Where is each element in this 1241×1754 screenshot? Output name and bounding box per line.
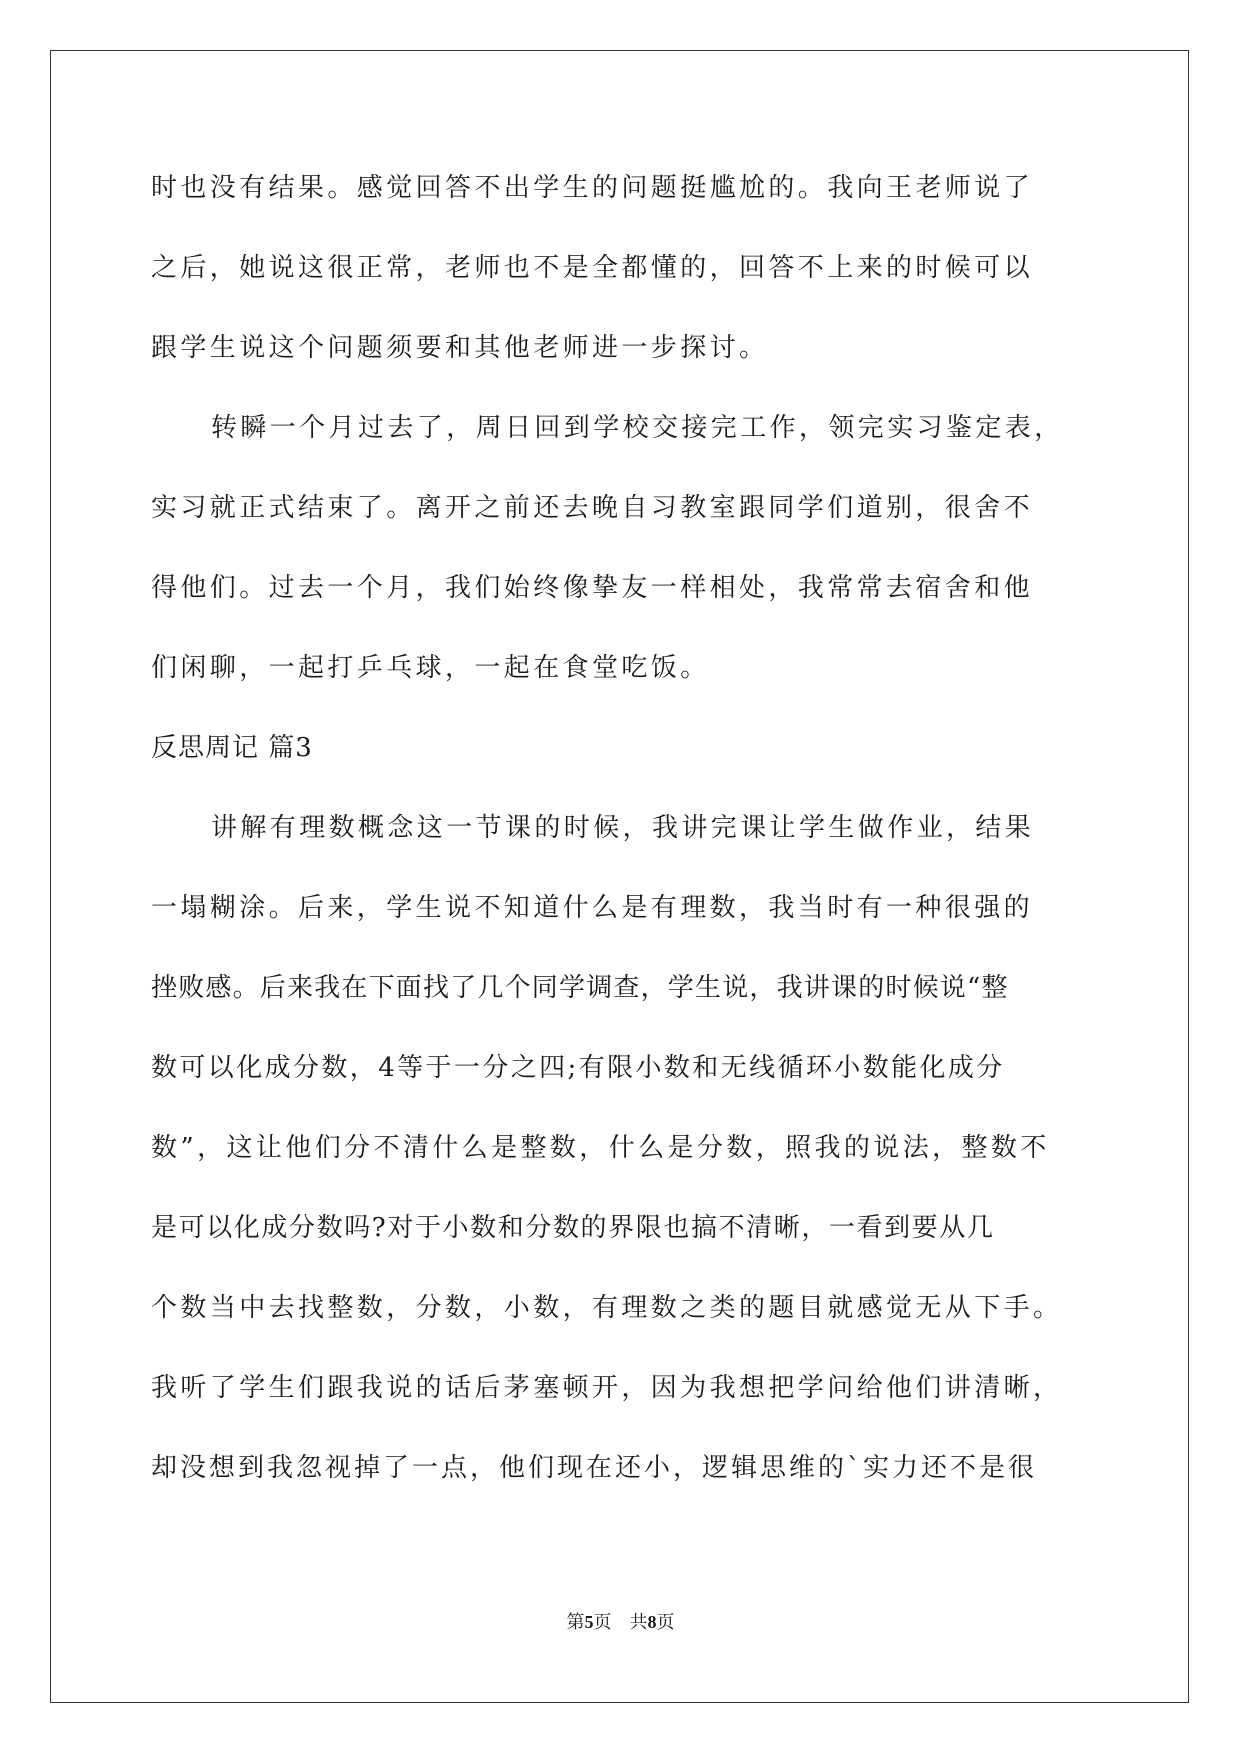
text-line: 我听了学生们跟我说的话后茅塞顿开，因为我想把学问给他们讲清晰， xyxy=(151,1373,1063,1403)
page-footer xyxy=(0,1611,1241,1634)
text-line: 们闲聊，一起打乒乓球，一起在食堂吃饭。 xyxy=(151,653,710,683)
text-line: 是可以化成分数吗?对于小数和分数的界限也搞不清晰，一看到要从几 xyxy=(151,1213,995,1243)
current-page-number: 5 xyxy=(584,1612,594,1632)
text-line: 数”，这让他们分不清什么是整数，什么是分数，照我的说法，整数不 xyxy=(151,1133,1050,1163)
footer-prefix: 第 xyxy=(566,1612,585,1633)
text-line: 时也没有结果。感觉回答不出学生的问题挺尴尬的。我向王老师说了 xyxy=(151,173,1034,203)
text-line: 实习就正式结束了。离开之前还去晚自习教室跟同学们道别，很舍不 xyxy=(151,493,1034,523)
total-page-number: 8 xyxy=(647,1612,657,1632)
text-line: 挫败感。后来我在下面找了几个同学调查，学生说，我讲课的时候说“整 xyxy=(151,973,1009,1003)
text-line: 数可以化成分数，4等于一分之四;有限小数和无线循环小数能化成分 xyxy=(151,1053,1005,1083)
text-line: 却没想到我忽视掉了一点，他们现在还小，逻辑思维的`实力还不是很 xyxy=(151,1453,1038,1483)
section-heading: 反思周记 篇3 xyxy=(151,733,313,763)
footer-suffix: 页 xyxy=(656,1612,675,1633)
text-line: 个数当中去找整数，分数，小数，有理数之类的题目就感觉无从下手。 xyxy=(151,1293,1063,1323)
text-line: 得他们。过去一个月，我们始终像挚友一样相处，我常常去宿舍和他 xyxy=(151,573,1034,603)
text-line: 之后，她说这很正常，老师也不是全都懂的，回答不上来的时候可以 xyxy=(151,253,1034,283)
text-line: 跟学生说这个问题须要和其他老师进一步探讨。 xyxy=(151,333,769,363)
text-line: 讲解有理数概念这一节课的时候，我讲完课让学生做作业，结果 xyxy=(211,813,1035,843)
text-line: 转瞬一个月过去了，周日回到学校交接完工作，领完实习鉴定表， xyxy=(211,413,1064,443)
text-line: 一塌糊涂。后来，学生说不知道什么是有理数，我当时有一种很强的 xyxy=(151,893,1034,923)
footer-mid: 页 共 xyxy=(593,1612,648,1633)
